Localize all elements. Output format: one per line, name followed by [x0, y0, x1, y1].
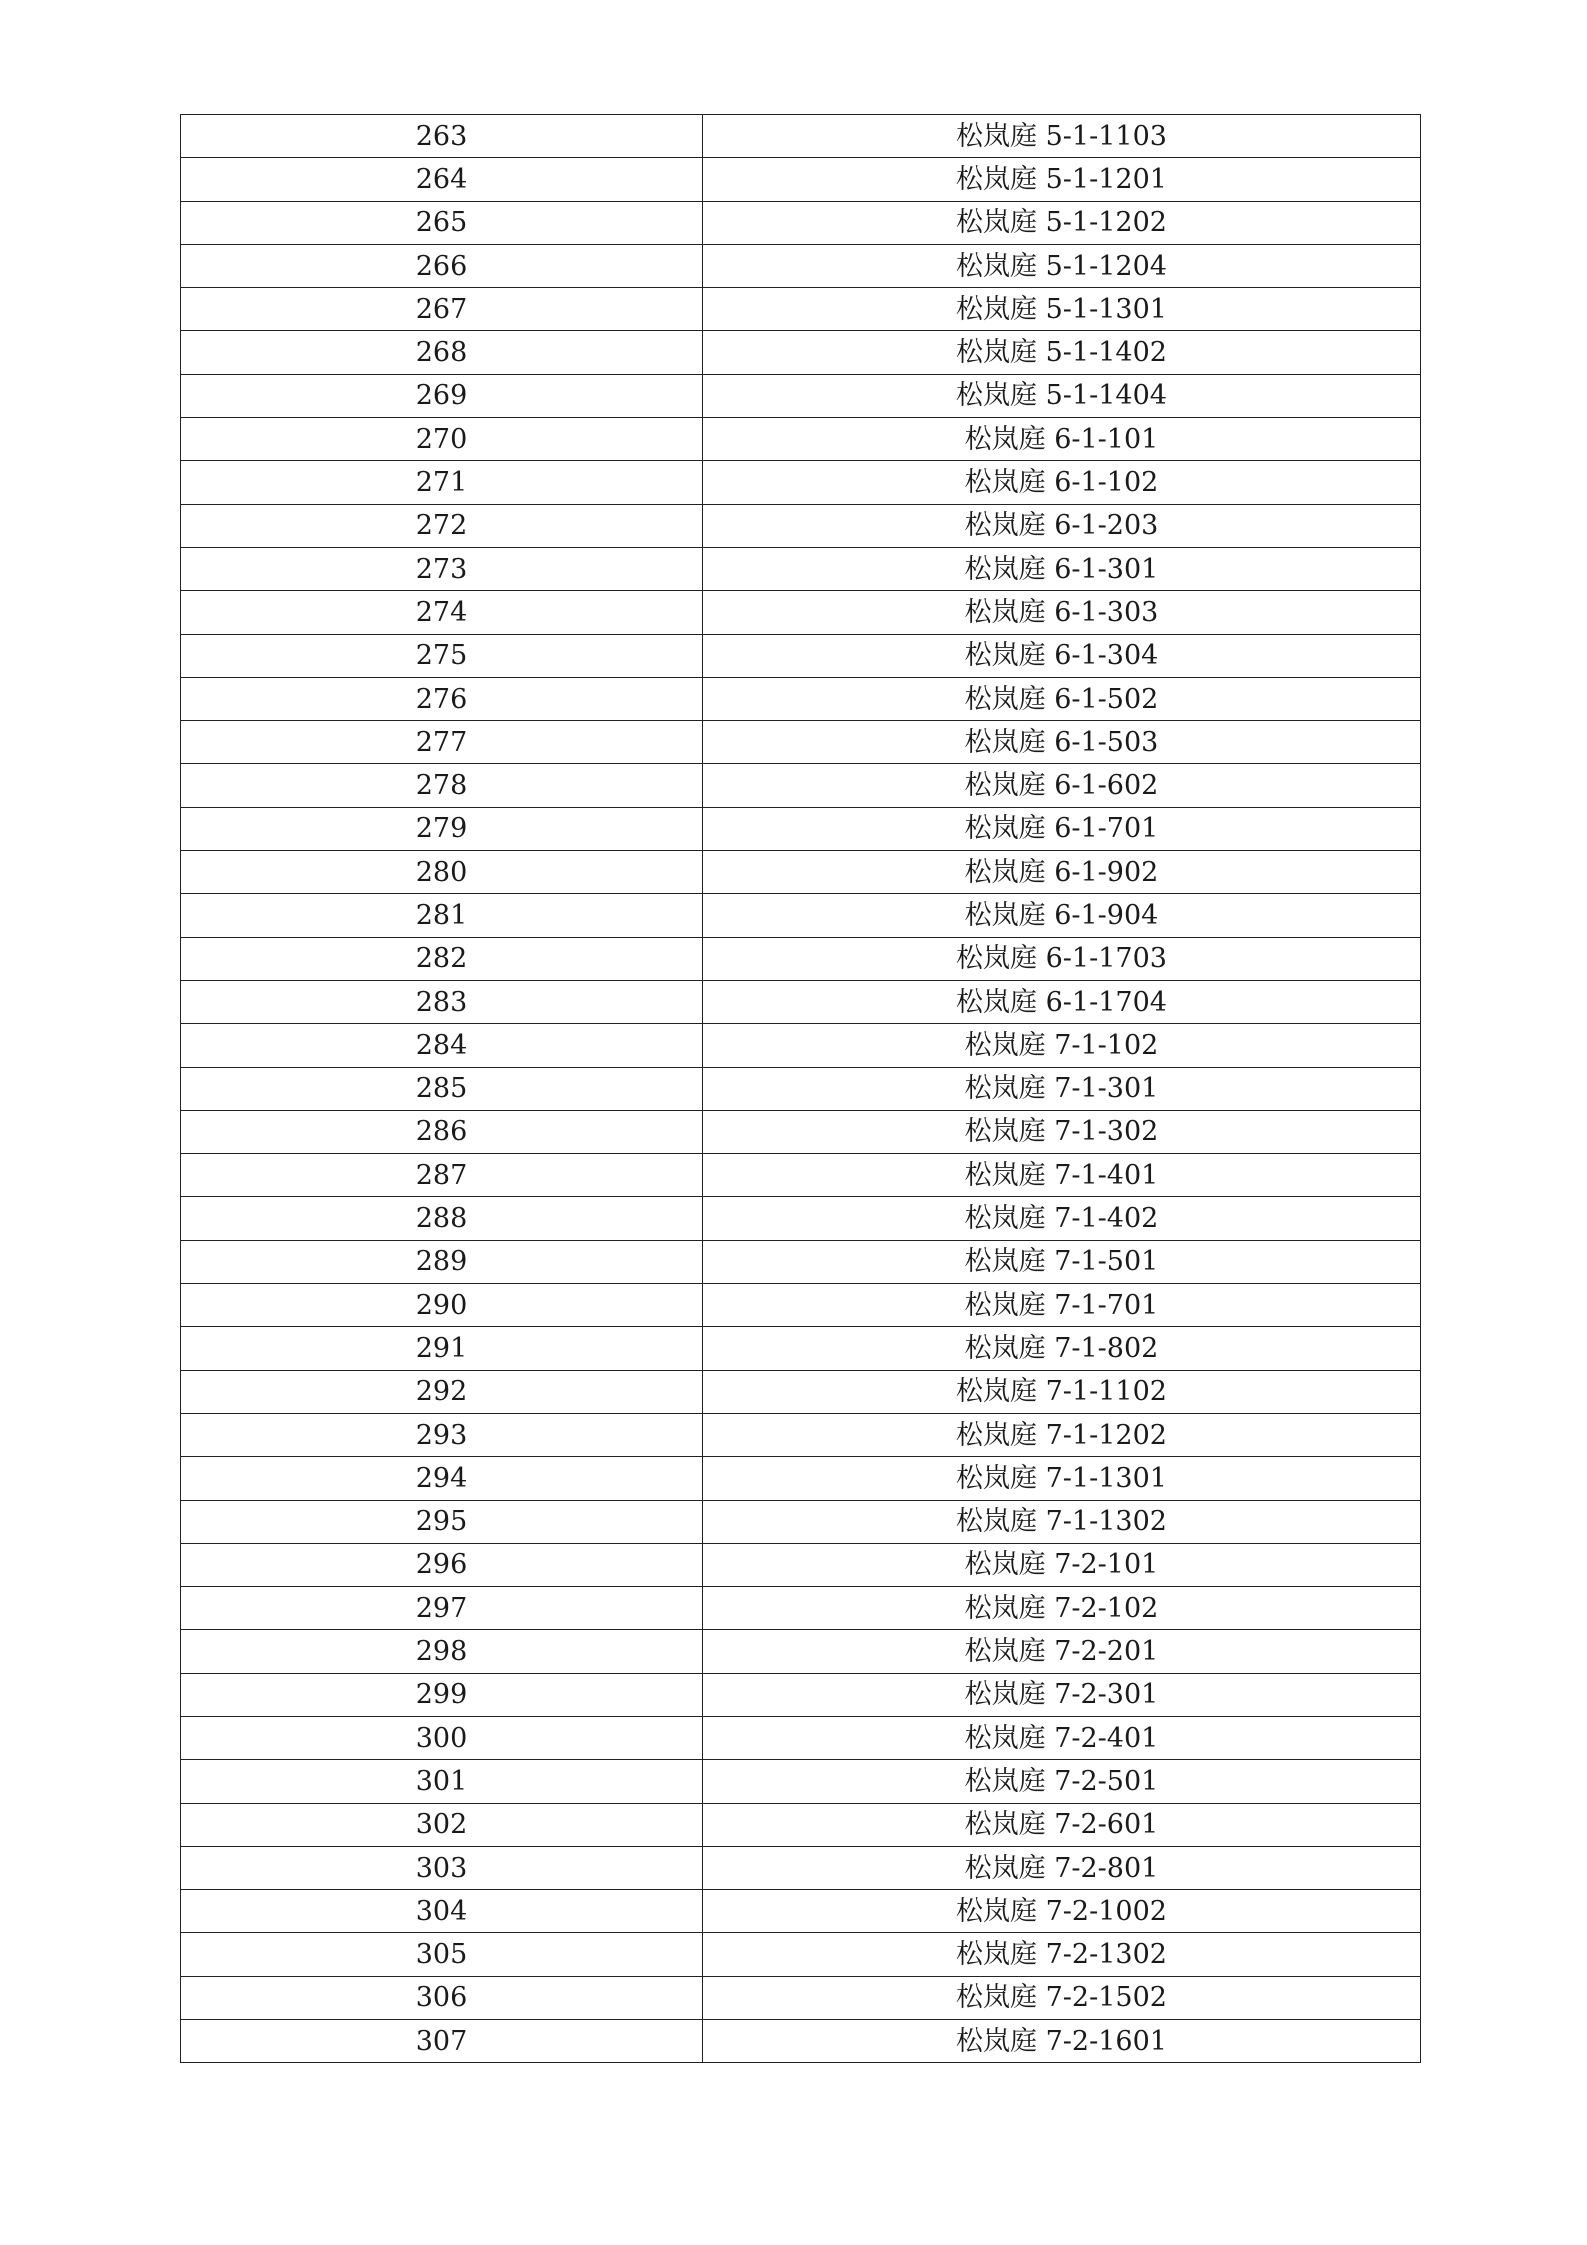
row-number-cell: 263	[181, 115, 703, 158]
address-table-body	[181, 115, 1421, 2063]
address-cell: 松岚庭 7-2-1601	[703, 2020, 1421, 2063]
table-row	[181, 1846, 1421, 1889]
address-cell: 松岚庭 6-1-904	[703, 894, 1421, 937]
document-page	[180, 114, 1420, 2063]
table-row	[181, 894, 1421, 937]
address-cell: 松岚庭 7-1-501	[703, 1240, 1421, 1283]
row-number-cell: 268	[181, 331, 703, 374]
row-number-cell: 276	[181, 677, 703, 720]
row-number-cell: 286	[181, 1110, 703, 1153]
row-number-cell: 278	[181, 764, 703, 807]
table-row	[181, 1933, 1421, 1976]
address-cell: 松岚庭 6-1-304	[703, 634, 1421, 677]
table-row	[181, 1327, 1421, 1370]
table-row	[181, 418, 1421, 461]
address-cell: 松岚庭 5-1-1402	[703, 331, 1421, 374]
table-row	[181, 201, 1421, 244]
address-cell: 松岚庭 7-1-102	[703, 1024, 1421, 1067]
row-number-cell: 275	[181, 634, 703, 677]
row-number-cell: 287	[181, 1154, 703, 1197]
table-row	[181, 374, 1421, 417]
address-cell: 松岚庭 7-2-801	[703, 1846, 1421, 1889]
address-cell: 松岚庭 6-1-101	[703, 418, 1421, 461]
row-number-cell: 277	[181, 721, 703, 764]
address-cell: 松岚庭 6-1-301	[703, 547, 1421, 590]
address-cell: 松岚庭 6-1-902	[703, 851, 1421, 894]
address-cell: 松岚庭 7-2-1302	[703, 1933, 1421, 1976]
address-cell: 松岚庭 7-2-101	[703, 1543, 1421, 1586]
row-number-cell: 292	[181, 1370, 703, 1413]
address-cell: 松岚庭 7-2-401	[703, 1716, 1421, 1759]
row-number-cell: 306	[181, 1976, 703, 2019]
address-cell: 松岚庭 6-1-1703	[703, 937, 1421, 980]
address-cell: 松岚庭 7-2-1002	[703, 1890, 1421, 1933]
table-row	[181, 764, 1421, 807]
address-cell: 松岚庭 7-1-301	[703, 1067, 1421, 1110]
row-number-cell: 282	[181, 937, 703, 980]
table-row	[181, 331, 1421, 374]
row-number-cell: 295	[181, 1500, 703, 1543]
address-cell: 松岚庭 7-2-102	[703, 1587, 1421, 1630]
row-number-cell: 270	[181, 418, 703, 461]
row-number-cell: 284	[181, 1024, 703, 1067]
table-row	[181, 591, 1421, 634]
address-cell: 松岚庭 6-1-503	[703, 721, 1421, 764]
address-cell: 松岚庭 7-1-302	[703, 1110, 1421, 1153]
table-row	[181, 158, 1421, 201]
row-number-cell: 303	[181, 1846, 703, 1889]
row-number-cell: 272	[181, 504, 703, 547]
table-row	[181, 547, 1421, 590]
row-number-cell: 266	[181, 244, 703, 287]
address-cell: 松岚庭 7-2-301	[703, 1673, 1421, 1716]
address-cell: 松岚庭 6-1-502	[703, 677, 1421, 720]
address-cell: 松岚庭 5-1-1301	[703, 288, 1421, 331]
row-number-cell: 280	[181, 851, 703, 894]
table-row	[181, 1760, 1421, 1803]
table-row	[181, 677, 1421, 720]
address-cell: 松岚庭 6-1-701	[703, 807, 1421, 850]
table-row	[181, 1803, 1421, 1846]
row-number-cell: 299	[181, 1673, 703, 1716]
row-number-cell: 279	[181, 807, 703, 850]
address-cell: 松岚庭 7-2-501	[703, 1760, 1421, 1803]
address-cell: 松岚庭 7-1-1102	[703, 1370, 1421, 1413]
row-number-cell: 290	[181, 1284, 703, 1327]
table-row	[181, 1457, 1421, 1500]
address-cell: 松岚庭 7-2-201	[703, 1630, 1421, 1673]
address-cell: 松岚庭 7-2-601	[703, 1803, 1421, 1846]
row-number-cell: 271	[181, 461, 703, 504]
table-row	[181, 1067, 1421, 1110]
row-number-cell: 305	[181, 1933, 703, 1976]
table-row	[181, 1673, 1421, 1716]
address-cell: 松岚庭 5-1-1404	[703, 374, 1421, 417]
table-row	[181, 1024, 1421, 1067]
address-cell: 松岚庭 5-1-1103	[703, 115, 1421, 158]
address-table	[180, 114, 1421, 2063]
address-cell: 松岚庭 7-1-802	[703, 1327, 1421, 1370]
row-number-cell: 307	[181, 2020, 703, 2063]
table-row	[181, 2020, 1421, 2063]
address-cell: 松岚庭 7-1-1202	[703, 1413, 1421, 1456]
table-row	[181, 1154, 1421, 1197]
address-cell: 松岚庭 7-1-402	[703, 1197, 1421, 1240]
table-row	[181, 1890, 1421, 1933]
address-cell: 松岚庭 7-1-1302	[703, 1500, 1421, 1543]
address-cell: 松岚庭 6-1-203	[703, 504, 1421, 547]
address-cell: 松岚庭 7-1-1301	[703, 1457, 1421, 1500]
row-number-cell: 265	[181, 201, 703, 244]
address-cell: 松岚庭 5-1-1204	[703, 244, 1421, 287]
row-number-cell: 291	[181, 1327, 703, 1370]
table-row	[181, 1976, 1421, 2019]
row-number-cell: 283	[181, 980, 703, 1023]
row-number-cell: 267	[181, 288, 703, 331]
table-row	[181, 980, 1421, 1023]
row-number-cell: 264	[181, 158, 703, 201]
table-row	[181, 851, 1421, 894]
address-cell: 松岚庭 6-1-303	[703, 591, 1421, 634]
table-row	[181, 461, 1421, 504]
table-row	[181, 1500, 1421, 1543]
row-number-cell: 297	[181, 1587, 703, 1630]
table-row	[181, 244, 1421, 287]
table-row	[181, 1284, 1421, 1327]
row-number-cell: 300	[181, 1716, 703, 1759]
table-row	[181, 1370, 1421, 1413]
row-number-cell: 288	[181, 1197, 703, 1240]
table-row	[181, 1197, 1421, 1240]
table-row	[181, 1630, 1421, 1673]
row-number-cell: 281	[181, 894, 703, 937]
address-cell: 松岚庭 5-1-1201	[703, 158, 1421, 201]
table-row	[181, 1543, 1421, 1586]
row-number-cell: 298	[181, 1630, 703, 1673]
row-number-cell: 302	[181, 1803, 703, 1846]
table-row	[181, 288, 1421, 331]
table-row	[181, 1716, 1421, 1759]
table-row	[181, 721, 1421, 764]
table-row	[181, 1587, 1421, 1630]
table-row	[181, 1110, 1421, 1153]
address-cell: 松岚庭 6-1-102	[703, 461, 1421, 504]
address-cell: 松岚庭 7-2-1502	[703, 1976, 1421, 2019]
row-number-cell: 296	[181, 1543, 703, 1586]
row-number-cell: 269	[181, 374, 703, 417]
row-number-cell: 289	[181, 1240, 703, 1283]
address-cell: 松岚庭 6-1-602	[703, 764, 1421, 807]
table-row	[181, 937, 1421, 980]
table-row	[181, 504, 1421, 547]
table-row	[181, 115, 1421, 158]
address-cell: 松岚庭 7-1-401	[703, 1154, 1421, 1197]
address-cell: 松岚庭 6-1-1704	[703, 980, 1421, 1023]
table-row	[181, 1240, 1421, 1283]
row-number-cell: 301	[181, 1760, 703, 1803]
row-number-cell: 273	[181, 547, 703, 590]
row-number-cell: 294	[181, 1457, 703, 1500]
row-number-cell: 285	[181, 1067, 703, 1110]
row-number-cell: 274	[181, 591, 703, 634]
row-number-cell: 293	[181, 1413, 703, 1456]
table-row	[181, 807, 1421, 850]
address-cell: 松岚庭 5-1-1202	[703, 201, 1421, 244]
address-cell: 松岚庭 7-1-701	[703, 1284, 1421, 1327]
table-row	[181, 1413, 1421, 1456]
row-number-cell: 304	[181, 1890, 703, 1933]
table-row	[181, 634, 1421, 677]
